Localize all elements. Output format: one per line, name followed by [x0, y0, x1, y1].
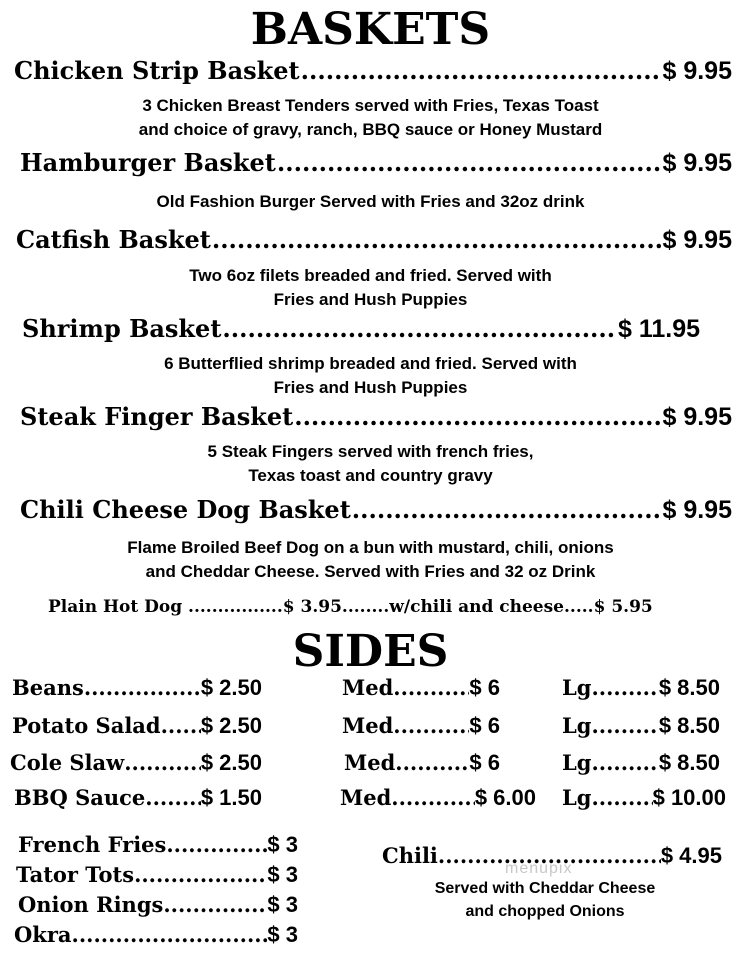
item-description: Flame Broiled Beef Dog on a bun with mustard, chili, onions and Cheddar Cheese. Served with Fries and 32 oz Drink — [127, 538, 614, 581]
hotdog-line: Plain Hot Dog ................$ 3.95........w/chili and cheese.....$ 5.95 — [48, 597, 653, 617]
side-lg-price: Lg ..... $ 8.50 — [562, 750, 720, 776]
menu-item — [22, 314, 700, 344]
menu-item — [14, 56, 732, 86]
baskets-title: BASKETS — [250, 4, 491, 55]
item-price: $ 9.95 — [662, 496, 732, 524]
fried-side-item: Tator Tots ..... $ 3 — [16, 862, 298, 888]
fried-side-item: Okra ..... $ 3 — [14, 922, 298, 948]
side-item: Cole Slaw ..... $ 2.50 — [10, 750, 262, 776]
side-item: BBQ Sauce ..... $ 1.50 — [14, 785, 262, 811]
side-lg-price: Lg ..... $ 10.00 — [562, 785, 726, 811]
chili-description: Served with Cheddar Cheese and chopped Onions — [434, 880, 656, 920]
item-price: $ 9.95 — [662, 149, 732, 177]
item-description: 5 Steak Fingers served with french fries, Texas toast and country gravy — [207, 442, 534, 485]
item-name: Chili Cheese Dog Basket — [20, 495, 351, 524]
item-name: Shrimp Basket — [22, 314, 222, 343]
watermark: menupix — [505, 860, 573, 877]
menu-item — [20, 495, 732, 525]
item-name: Chicken Strip Basket — [14, 56, 300, 85]
side-item: Potato Salad ..... $ 2.50 — [12, 713, 262, 739]
menu-item — [20, 148, 732, 178]
side-item: Beans ..... $ 2.50 — [12, 675, 262, 701]
item-price: $ 9.95 — [662, 57, 732, 85]
side-lg-price: Lg ..... $ 8.50 — [562, 713, 720, 739]
item-price: $ 9.95 — [662, 226, 732, 254]
item-description: 6 Butterflied shrimp breaded and fried. Served with Fries and Hush Puppies — [164, 354, 577, 397]
side-lg-price: Lg ..... $ 8.50 — [562, 675, 720, 701]
item-description: Two 6oz filets breaded and fried. Served with Fries and Hush Puppies — [189, 266, 552, 309]
item-name: Catfish Basket — [16, 225, 211, 254]
item-price: $ 11.95 — [617, 315, 700, 343]
menu-item — [20, 402, 732, 432]
side-med-price: Med ..... $ 6 — [344, 750, 500, 776]
item-price: $ 9.95 — [662, 403, 732, 431]
item-description: 3 Chicken Breast Tenders served with Fries, Texas Toast and choice of gravy, ranch, BBQ sauce or Honey Mustard — [138, 96, 603, 139]
fried-side-item: Onion Rings ..... $ 3 — [18, 892, 298, 918]
side-med-price: Med ..... $ 6.00 — [340, 785, 536, 811]
item-description: Old Fashion Burger Served with Fries and 32oz drink — [156, 192, 585, 211]
menu-item — [16, 225, 732, 255]
item-name: Steak Finger Basket — [20, 402, 294, 431]
fried-side-item: French Fries ..... $ 3 — [18, 832, 298, 858]
chili-item: Chili ..... $ 4.95 — [382, 843, 722, 869]
item-name: Hamburger Basket — [20, 148, 276, 177]
side-med-price: Med ..... $ 6 — [342, 713, 500, 739]
sides-title: SIDES — [292, 626, 449, 677]
side-med-price: Med ..... $ 6 — [342, 675, 500, 701]
